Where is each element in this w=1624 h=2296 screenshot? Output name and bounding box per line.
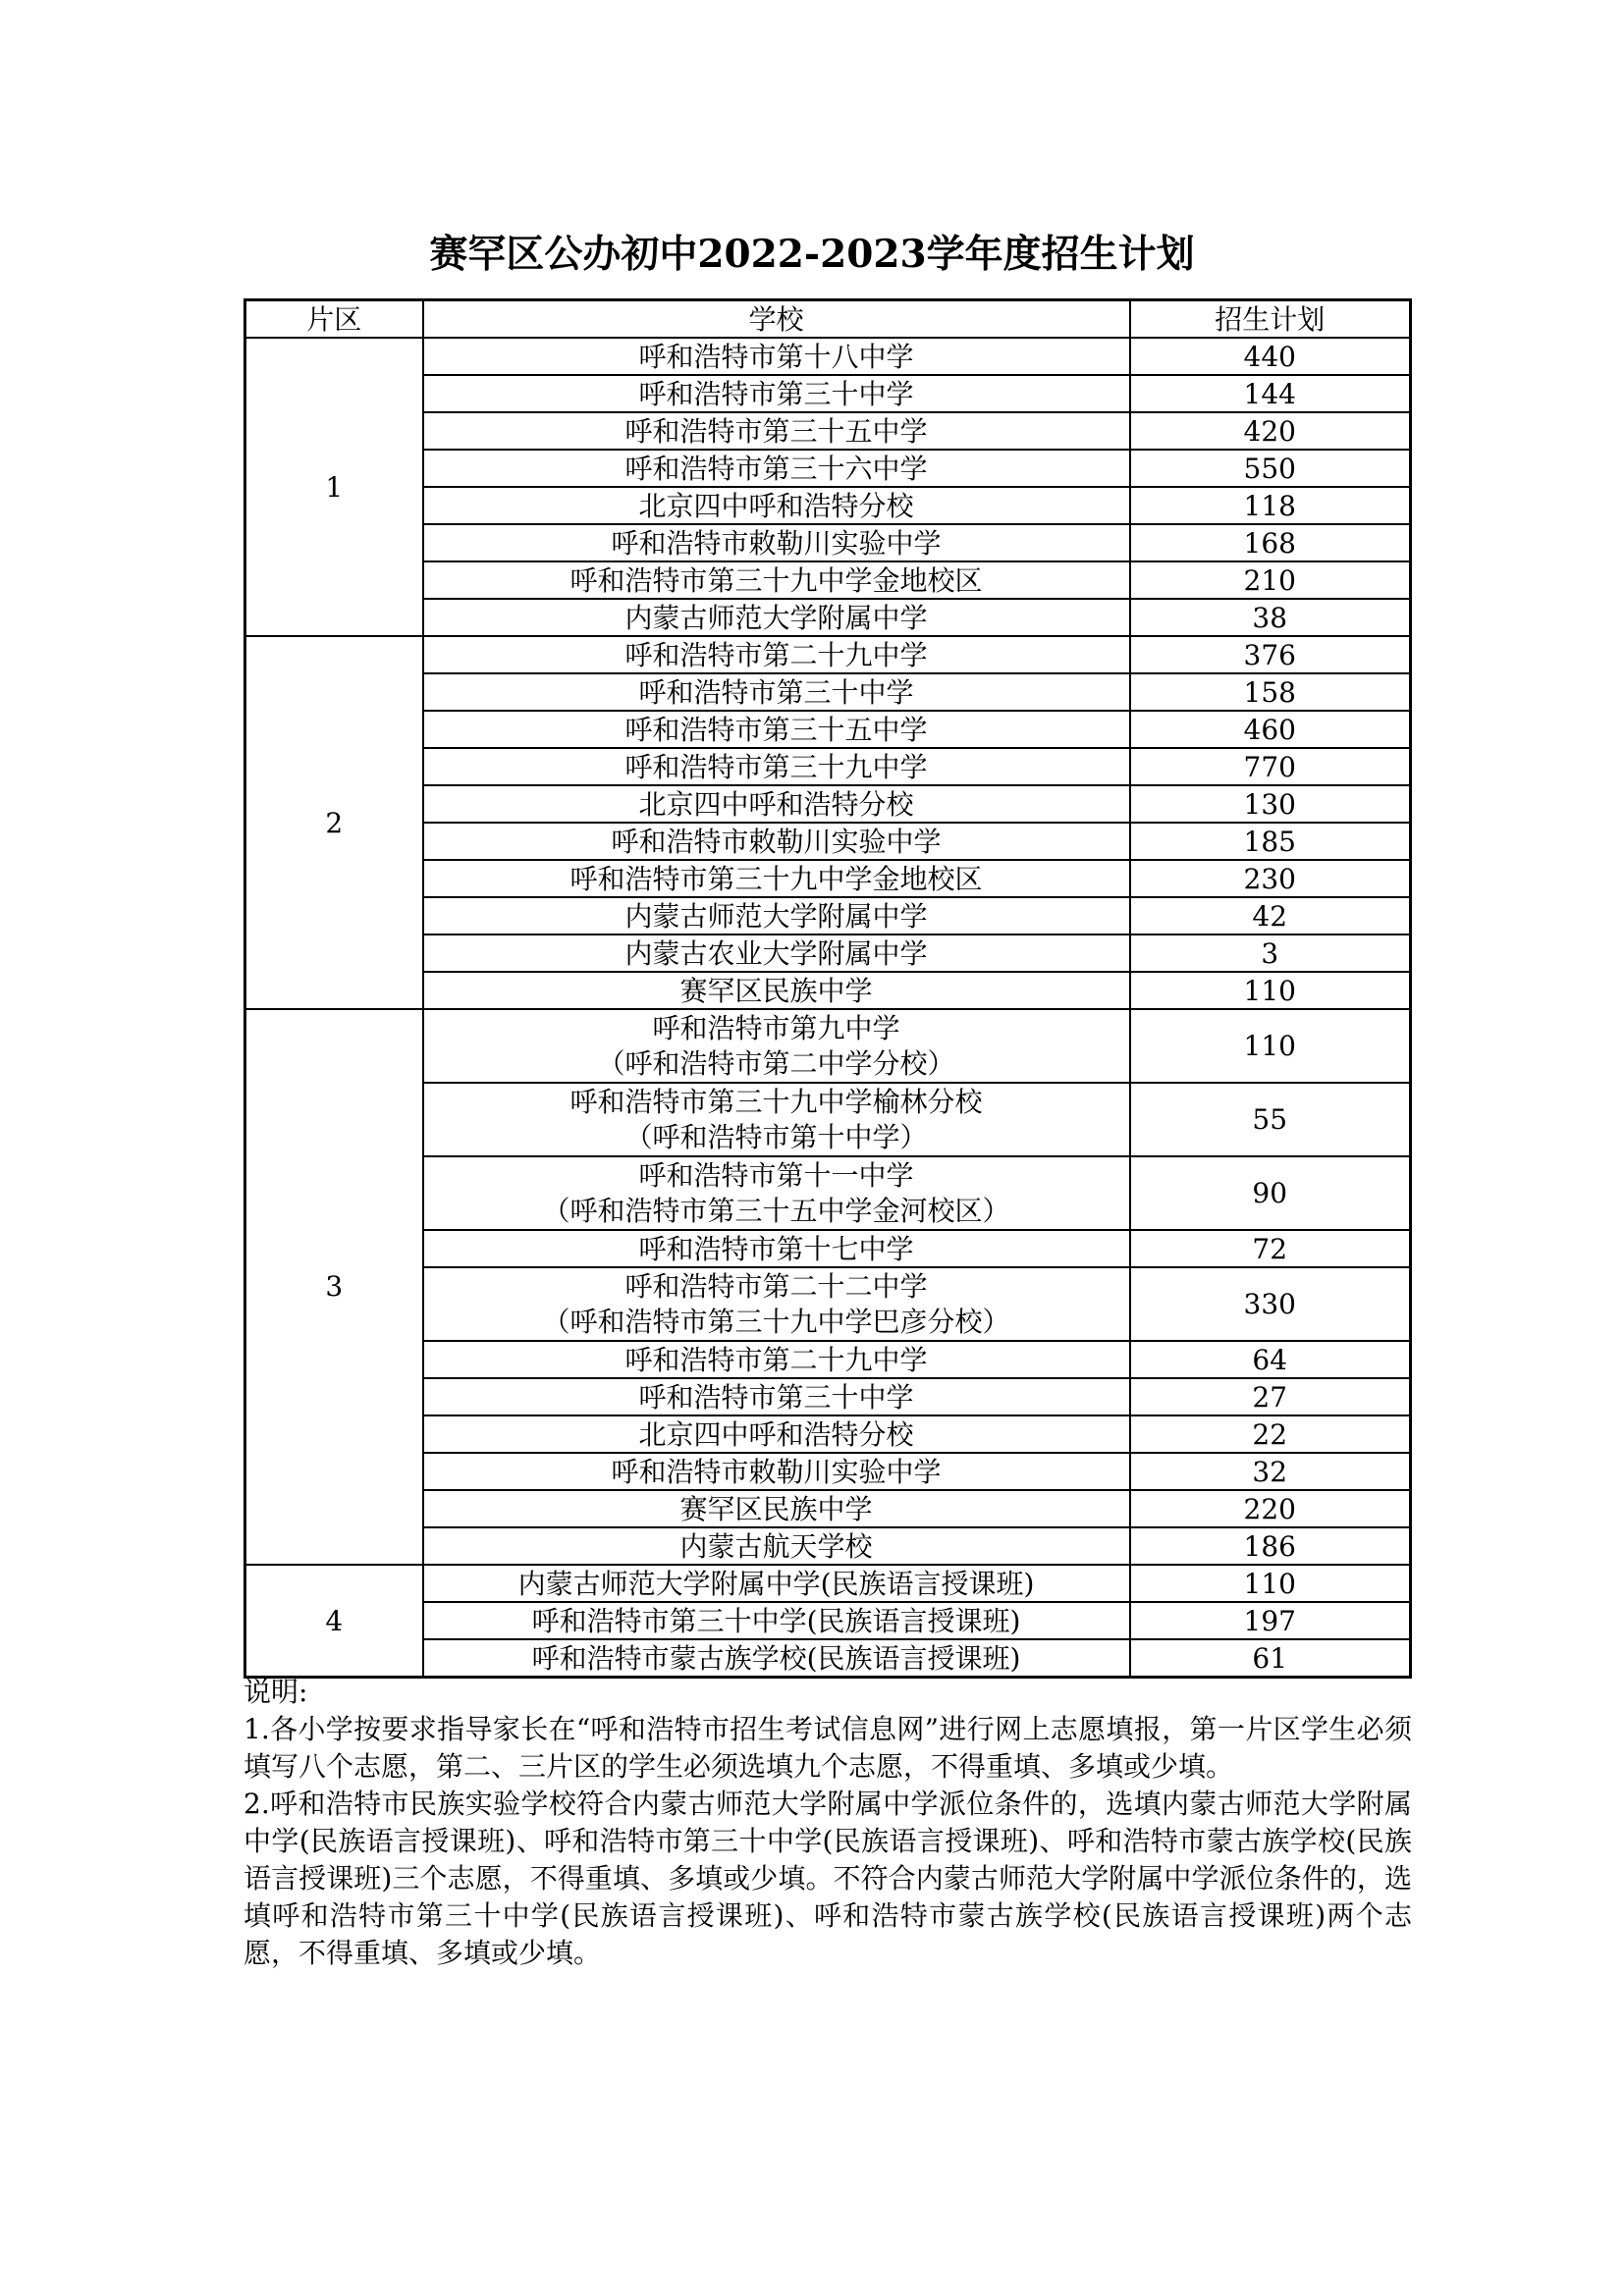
school-cell — [423, 1267, 1130, 1341]
page-title: 赛罕区公办初中2022-2023学年度招生计划 — [429, 232, 1195, 277]
school-cell — [423, 1639, 1130, 1678]
note-item-1: 1.各小学按要求指导家长在“呼和浩特市招生考试信息网”进行网上志愿填报，第一片区学生必须填写八个志愿，第二、三片区的学生必须选填九个志愿，不得重填、多填或少填。 — [244, 1713, 1412, 1783]
plan-cell: 550 — [1130, 450, 1411, 487]
school-cell — [423, 1453, 1130, 1490]
plan-cell: 61 — [1130, 1639, 1411, 1678]
school-name: 呼和浩特市敕勒川实验中学 — [611, 825, 942, 858]
table-row — [245, 338, 1411, 375]
school-cell — [423, 338, 1130, 375]
zone-cell: 3 — [245, 1009, 423, 1565]
school-name: 呼和浩特市敕勒川实验中学 — [611, 1455, 942, 1488]
school-cell — [423, 785, 1130, 823]
plan-cell: 420 — [1130, 412, 1411, 450]
school-name: 内蒙古师范大学附属中学 — [624, 899, 928, 933]
school-name: 赛罕区民族中学 — [679, 1492, 873, 1525]
plan-cell: 210 — [1130, 561, 1411, 599]
school-cell — [423, 487, 1130, 524]
plan-cell: 185 — [1130, 823, 1411, 860]
plan-cell: 770 — [1130, 748, 1411, 785]
table-header-row — [245, 300, 1411, 339]
plan-cell: 144 — [1130, 375, 1411, 412]
plan-cell: 440 — [1130, 338, 1411, 375]
school-cell — [423, 1230, 1130, 1267]
plan-cell: 158 — [1130, 673, 1411, 711]
school-cell — [423, 934, 1130, 972]
enrollment-plan-table — [244, 298, 1412, 1679]
plan-cell: 27 — [1130, 1378, 1411, 1415]
plan-cell: 64 — [1130, 1341, 1411, 1378]
school-name: 呼和浩特市第三十九中学金地校区 — [569, 563, 983, 597]
school-cell — [423, 1378, 1130, 1415]
plan-cell: 130 — [1130, 785, 1411, 823]
school-name: 呼和浩特市第三十中学 — [638, 1380, 914, 1414]
school-name: 呼和浩特市第十一中学 — [638, 1158, 914, 1192]
school-name: 呼和浩特市第三十五中学 — [624, 414, 928, 448]
school-cell — [423, 375, 1130, 412]
plan-cell: 72 — [1130, 1230, 1411, 1267]
school-cell — [423, 1602, 1130, 1639]
school-cell — [423, 897, 1130, 934]
zone-cell: 1 — [245, 338, 423, 636]
plan-cell: 110 — [1130, 972, 1411, 1009]
school-name: 呼和浩特市第九中学 — [652, 1011, 900, 1044]
school-cell — [423, 412, 1130, 450]
school-cell — [423, 860, 1130, 897]
plan-cell: 42 — [1130, 897, 1411, 934]
plan-cell: 118 — [1130, 487, 1411, 524]
plan-cell: 22 — [1130, 1415, 1411, 1453]
school-cell — [423, 748, 1130, 785]
plan-cell: 55 — [1130, 1083, 1411, 1156]
plan-cell: 376 — [1130, 636, 1411, 673]
header-zone: 片区 — [245, 300, 423, 339]
school-name: 呼和浩特市第二十九中学 — [624, 638, 928, 671]
school-cell — [423, 561, 1130, 599]
table-row — [245, 1009, 1411, 1083]
school-name: 呼和浩特市第三十九中学 — [624, 750, 928, 783]
plan-cell: 90 — [1130, 1156, 1411, 1230]
plan-cell: 3 — [1130, 934, 1411, 972]
school-name: 呼和浩特市第三十中学 — [638, 675, 914, 709]
school-cell — [423, 673, 1130, 711]
school-alias: （呼和浩特市第三十五中学金河校区） — [542, 1194, 1010, 1227]
school-name: 呼和浩特市第二十二中学 — [624, 1269, 928, 1303]
school-name: 呼和浩特市第三十五中学 — [624, 713, 928, 746]
plan-cell: 330 — [1130, 1267, 1411, 1341]
school-alias: （呼和浩特市第二中学分校） — [597, 1046, 955, 1080]
plan-cell: 38 — [1130, 599, 1411, 636]
school-name: 赛罕区民族中学 — [679, 974, 873, 1007]
school-name: 呼和浩特市第二十九中学 — [624, 1343, 928, 1376]
school-cell — [423, 1009, 1130, 1083]
plan-cell: 230 — [1130, 860, 1411, 897]
school-name: 呼和浩特市第十七中学 — [638, 1232, 914, 1265]
school-name: 北京四中呼和浩特分校 — [638, 489, 914, 522]
plan-cell: 197 — [1130, 1602, 1411, 1639]
school-name: 呼和浩特市第三十中学(民族语言授课班) — [531, 1604, 1021, 1637]
plan-cell: 186 — [1130, 1527, 1411, 1565]
table-row — [245, 636, 1411, 673]
school-cell — [423, 1341, 1130, 1378]
school-cell — [423, 1490, 1130, 1527]
school-cell — [423, 636, 1130, 673]
school-name: 内蒙古师范大学附属中学 — [624, 601, 928, 634]
school-name: 呼和浩特市第三十九中学榆林分校 — [569, 1085, 983, 1118]
school-cell — [423, 524, 1130, 561]
notes-section — [244, 1674, 1412, 1972]
school-name: 呼和浩特市第三十六中学 — [624, 452, 928, 485]
plan-cell: 168 — [1130, 524, 1411, 561]
school-name: 北京四中呼和浩特分校 — [638, 787, 914, 821]
school-cell — [423, 450, 1130, 487]
school-cell — [423, 1083, 1130, 1156]
zone-cell: 4 — [245, 1565, 423, 1678]
header-plan: 招生计划 — [1130, 300, 1411, 339]
school-name: 内蒙古师范大学附属中学(民族语言授课班) — [517, 1567, 1035, 1600]
school-name: 呼和浩特市第三十中学 — [638, 377, 914, 410]
plan-cell: 110 — [1130, 1009, 1411, 1083]
school-name: 内蒙古农业大学附属中学 — [624, 936, 928, 970]
school-alias: （呼和浩特市第十中学） — [624, 1120, 928, 1153]
zone-cell: 2 — [245, 636, 423, 1009]
school-cell — [423, 1527, 1130, 1565]
note-item-2: 2.呼和浩特市民族实验学校符合内蒙古师范大学附属中学派位条件的，选填内蒙古师范大学附属中学(民族语言授课班)、呼和浩特市第三十中学(民族语言授课班)、呼和浩特市蒙古族学校(民族语言授课班)三个志愿，不得重填、多填或少填。不符合内蒙古师范大学附属中学派位条件的，选填呼和浩特市第三十中学(民族语言授课班)、呼和浩特市蒙古族学校(民族语言授课班)两个志愿，不得重填、多填或少填。 — [244, 1788, 1412, 1969]
school-name: 北京四中呼和浩特分校 — [638, 1417, 914, 1451]
school-cell — [423, 1156, 1130, 1230]
school-cell — [423, 711, 1130, 748]
school-cell — [423, 823, 1130, 860]
school-alias: （呼和浩特市第三十九中学巴彦分校） — [542, 1305, 1010, 1338]
school-name: 呼和浩特市第三十九中学金地校区 — [569, 862, 983, 895]
school-name: 呼和浩特市敕勒川实验中学 — [611, 526, 942, 560]
plan-cell: 110 — [1130, 1565, 1411, 1602]
school-cell — [423, 599, 1130, 636]
plan-cell: 460 — [1130, 711, 1411, 748]
table-body — [245, 300, 1411, 1678]
notes-heading: 说明: — [244, 1676, 308, 1708]
school-name: 呼和浩特市蒙古族学校(民族语言授课班) — [531, 1641, 1021, 1675]
school-cell — [423, 972, 1130, 1009]
school-name: 内蒙古航天学校 — [679, 1529, 873, 1563]
school-cell — [423, 1415, 1130, 1453]
table-row — [245, 1565, 1411, 1602]
school-cell — [423, 1565, 1130, 1602]
plan-cell: 32 — [1130, 1453, 1411, 1490]
header-school: 学校 — [423, 300, 1130, 339]
plan-cell: 220 — [1130, 1490, 1411, 1527]
school-name: 呼和浩特市第十八中学 — [638, 340, 914, 373]
